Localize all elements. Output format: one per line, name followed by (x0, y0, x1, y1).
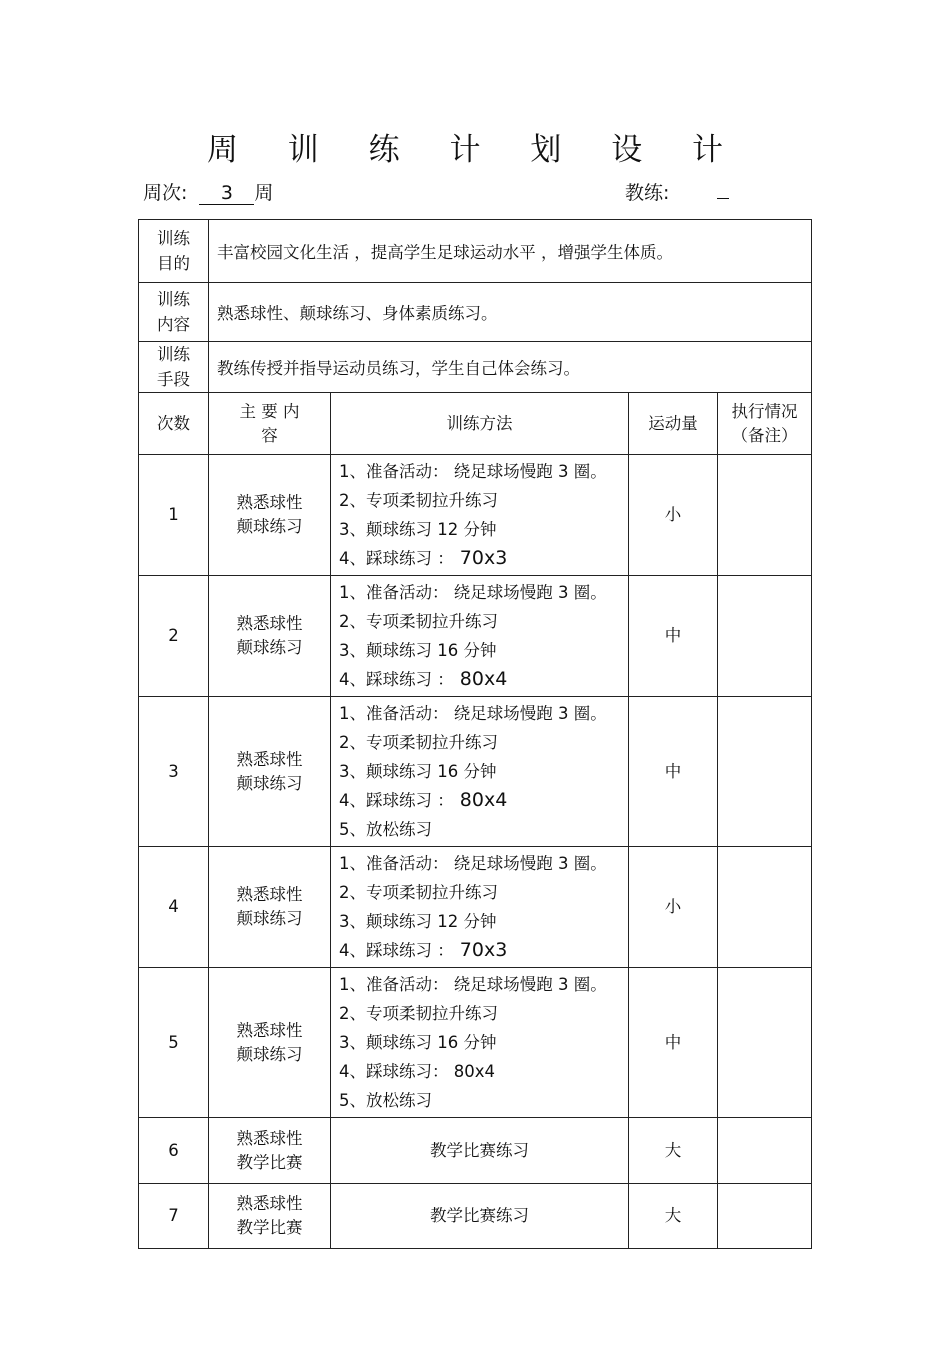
session-row (139, 576, 812, 697)
session-notes (718, 968, 812, 1118)
method-step: 2、专项柔韧拉升练习 (339, 491, 498, 510)
week-label: 周次: (143, 182, 188, 204)
col-header-notes: 执行情况 （备注） (718, 393, 812, 455)
coach-label: 教练: (625, 182, 670, 204)
session-notes (718, 1118, 812, 1184)
info-text: 教练传授并指导运动员练习，学生自己体会练习。 (209, 342, 812, 393)
session-content: 熟悉球性 颠球练习 (209, 968, 331, 1118)
info-text: 熟悉球性、颠球练习、身体素质练习。 (209, 283, 812, 342)
session-number: 2 (139, 576, 209, 697)
session-method: 教学比赛练习 (331, 1118, 629, 1184)
session-method: 教学比赛练习 (331, 1184, 629, 1249)
method-step: 4、踩球练习 ： 70x3 (339, 939, 508, 961)
session-load: 大 (629, 1184, 718, 1249)
method-step: 3、颠球练习 16 分钟 (339, 1033, 497, 1052)
session-row (139, 968, 812, 1118)
info-text: 丰富校园文化生活 ，提高学生足球运动水平 ，增强学生体质。 (209, 220, 812, 283)
week-field (143, 178, 273, 205)
session-number: 7 (139, 1184, 209, 1249)
col-header-content: 主 要 内 容 (209, 393, 331, 455)
week-value: 3 (199, 182, 254, 205)
info-label: 训练 手段 (139, 342, 209, 393)
method-step: 2、专项柔韧拉升练习 (339, 612, 498, 631)
session-content: 熟悉球性 教学比赛 (209, 1118, 331, 1184)
info-label: 训练 目的 (139, 220, 209, 283)
training-plan-table (138, 219, 812, 1249)
info-row-content (139, 283, 812, 342)
col-header-count: 次数 (139, 393, 209, 455)
session-row (139, 847, 812, 968)
session-content: 熟悉球性 教学比赛 (209, 1184, 331, 1249)
column-header-row (139, 393, 812, 455)
session-number: 3 (139, 697, 209, 847)
match-row (139, 1118, 812, 1184)
method-step: 4、踩球练习 ： 80x4 (339, 668, 508, 690)
session-notes (718, 576, 812, 697)
session-method (331, 455, 629, 576)
session-load: 小 (629, 455, 718, 576)
session-load: 大 (629, 1118, 718, 1184)
info-row-purpose (139, 220, 812, 283)
method-step: 2、专项柔韧拉升练习 (339, 733, 498, 752)
info-row-means (139, 342, 812, 393)
session-content: 熟悉球性 颠球练习 (209, 697, 331, 847)
method-step: 1、准备活动： 绕足球场慢跑 3 圈。 (339, 462, 607, 481)
info-label: 训练 内容 (139, 283, 209, 342)
method-step: 3、颠球练习 12 分钟 (339, 912, 497, 931)
session-load: 中 (629, 697, 718, 847)
coach-field (625, 178, 729, 205)
method-step: 5、放松练习 (339, 1091, 432, 1110)
method-step: 3、颠球练习 12 分钟 (339, 520, 497, 539)
method-step: 1、准备活动： 绕足球场慢跑 3 圈。 (339, 583, 607, 602)
session-method (331, 968, 629, 1118)
session-content: 熟悉球性 颠球练习 (209, 847, 331, 968)
session-notes (718, 697, 812, 847)
method-step: 4、踩球练习 ： 70x3 (339, 547, 508, 569)
session-number: 5 (139, 968, 209, 1118)
method-step: 4、踩球练习： 80x4 (339, 1062, 496, 1081)
col-header-load: 运动量 (629, 393, 718, 455)
session-row (139, 697, 812, 847)
session-number: 6 (139, 1118, 209, 1184)
session-method (331, 576, 629, 697)
session-load: 中 (629, 968, 718, 1118)
session-row (139, 455, 812, 576)
col-header-method: 训练方法 (331, 393, 629, 455)
week-suffix: 周 (254, 182, 274, 204)
session-method (331, 697, 629, 847)
method-step: 2、专项柔韧拉升练习 (339, 883, 498, 902)
session-load: 中 (629, 576, 718, 697)
method-step: 4、踩球练习 ： 80x4 (339, 789, 508, 811)
session-method (331, 847, 629, 968)
method-step: 3、颠球练习 16 分钟 (339, 762, 497, 781)
method-step: 1、准备活动： 绕足球场慢跑 3 圈。 (339, 975, 607, 994)
method-step: 3、颠球练习 16 分钟 (339, 641, 497, 660)
session-notes (718, 455, 812, 576)
session-notes (718, 847, 812, 968)
session-content: 熟悉球性 颠球练习 (209, 455, 331, 576)
page-title: 周 训 练 计 划 设 计 (206, 132, 744, 168)
session-number: 4 (139, 847, 209, 968)
method-step: 5、放松练习 (339, 820, 432, 839)
coach-value (717, 178, 729, 199)
session-notes (718, 1184, 812, 1249)
session-number: 1 (139, 455, 209, 576)
method-step: 1、准备活动： 绕足球场慢跑 3 圈。 (339, 854, 607, 873)
method-step: 2、专项柔韧拉升练习 (339, 1004, 498, 1023)
session-load: 小 (629, 847, 718, 968)
method-step: 1、准备活动： 绕足球场慢跑 3 圈。 (339, 704, 607, 723)
session-content: 熟悉球性 颠球练习 (209, 576, 331, 697)
match-row (139, 1184, 812, 1249)
